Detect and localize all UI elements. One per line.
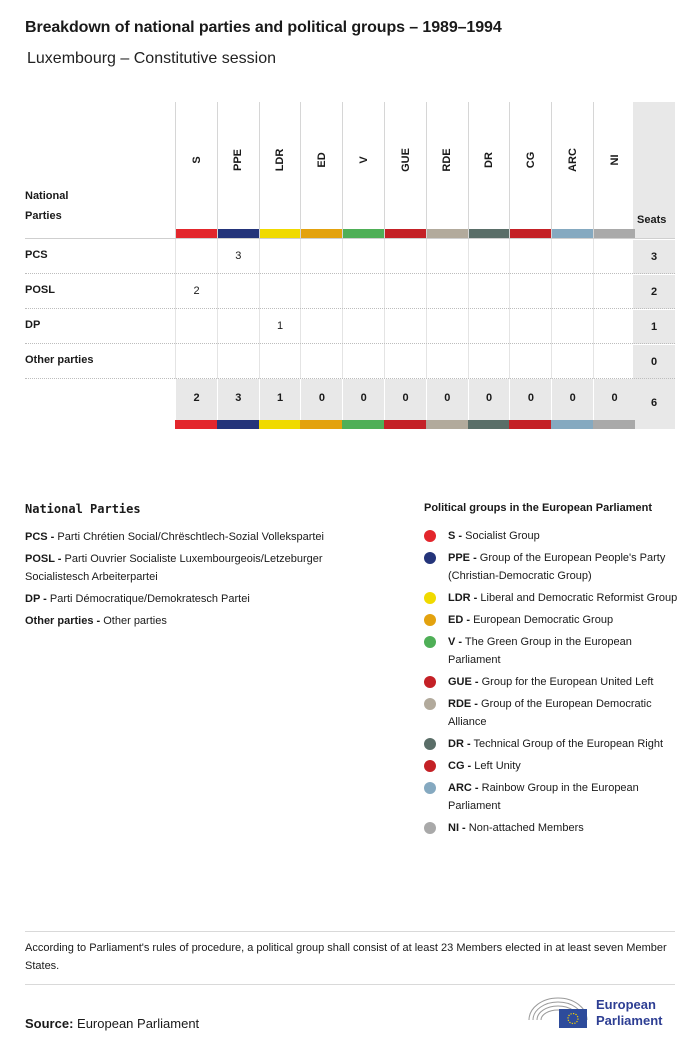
column-code: ED <box>315 152 328 168</box>
group-code: V - <box>448 636 463 648</box>
group-color-bar <box>259 420 301 429</box>
group-full-name: Group of the European Democratic Alliance <box>448 698 652 728</box>
group-full-name: European Democratic Group <box>473 614 614 626</box>
group-full-name: Left Unity <box>474 760 521 772</box>
group-code: ED - <box>448 614 470 626</box>
table-row <box>25 308 675 343</box>
total-cell-arc: 0 <box>551 379 593 420</box>
group-color-dot-icon <box>424 552 436 564</box>
national-party-item <box>25 528 370 546</box>
table-cell <box>259 344 301 379</box>
party-full-name: Other parties <box>103 615 167 627</box>
group-color-bar <box>218 229 259 238</box>
total-cell-ni: 0 <box>593 379 635 420</box>
group-color-dot-icon <box>424 782 436 794</box>
footnote: According to Parliament's rules of procedure, a political group shall consist of at least 23 Members elected in at least seven Member States. <box>25 942 667 972</box>
table-cell <box>551 344 593 379</box>
column-code: ARC <box>566 148 579 172</box>
chart-title: Breakdown of national parties and political groups – 1989–1994 <box>25 19 502 36</box>
group-color-bar <box>551 420 593 429</box>
group-color-dot-icon <box>424 614 436 626</box>
political-group-item <box>424 611 679 629</box>
table-cell <box>300 309 342 344</box>
total-cell-cg: 0 <box>509 379 551 420</box>
column-header-s <box>175 102 217 238</box>
column-header-rde <box>426 102 468 238</box>
table-cell <box>342 274 384 309</box>
column-code: PPE <box>232 148 245 172</box>
column-code: CG <box>524 151 537 169</box>
column-header-ed <box>300 102 342 238</box>
table-cell <box>217 309 259 344</box>
party-code: POSL - <box>25 553 62 565</box>
group-color-bar <box>342 420 384 429</box>
total-cell-gue: 0 <box>384 379 426 420</box>
group-color-bar <box>594 229 635 238</box>
divider <box>25 984 675 985</box>
total-cell-s: 2 <box>175 379 217 420</box>
group-color-bar <box>427 229 468 238</box>
group-code: CG - <box>448 760 472 772</box>
group-code: DR - <box>448 738 471 750</box>
political-group-item <box>424 673 679 691</box>
source-line <box>25 1016 199 1031</box>
group-color-bar <box>552 229 593 238</box>
column-header-ppe <box>217 102 259 238</box>
group-full-name: Rainbow Group in the European Parliament <box>448 782 639 812</box>
group-full-name: The Green Group in the European Parliament <box>448 636 632 666</box>
table-cell <box>509 344 551 379</box>
national-party-item <box>25 550 370 586</box>
row-seats: 3 <box>633 239 675 274</box>
total-seats: 6 <box>633 379 675 429</box>
total-cell-ppe: 3 <box>217 379 259 420</box>
total-cell-dr: 0 <box>468 379 510 420</box>
political-groups-legend <box>424 527 679 841</box>
table-cell <box>217 344 259 379</box>
group-full-name: Liberal and Democratic Reformist Group <box>480 592 678 604</box>
table-cell: 1 <box>259 309 301 344</box>
table-cell <box>426 239 468 274</box>
table-cell <box>551 239 593 274</box>
table-row <box>25 238 675 273</box>
seats-header <box>633 102 675 238</box>
total-cell-rde: 0 <box>426 379 468 420</box>
group-full-name: Group for the European United Left <box>481 676 654 688</box>
group-code: S - <box>448 530 463 542</box>
party-name: Other parties <box>25 354 94 366</box>
table-cell <box>509 309 551 344</box>
group-color-bar <box>301 229 342 238</box>
source-value: European Parliament <box>77 1016 200 1031</box>
group-code: ARC - <box>448 782 479 794</box>
table-row <box>25 273 675 308</box>
national-party-item <box>25 590 370 608</box>
group-color-bar <box>260 229 301 238</box>
table-cell <box>426 309 468 344</box>
total-cell-ldr: 1 <box>259 379 301 420</box>
table-cell: 3 <box>217 239 259 274</box>
table-cell <box>342 239 384 274</box>
total-cell-ed: 0 <box>300 379 342 420</box>
chart-subtitle: Luxembourg – Constitutive session <box>27 50 277 67</box>
seat-table <box>25 102 675 428</box>
political-group-item <box>424 589 679 607</box>
party-name: DP <box>25 319 41 331</box>
table-cell <box>384 274 426 309</box>
political-group-item <box>424 695 679 731</box>
column-header-ni <box>593 102 635 238</box>
table-cell <box>593 274 635 309</box>
table-cell <box>384 309 426 344</box>
row-header-label: National Parties <box>25 190 69 222</box>
table-cell <box>426 274 468 309</box>
row-seats: 0 <box>633 344 675 379</box>
group-color-dot-icon <box>424 530 436 542</box>
political-group-item <box>424 757 679 775</box>
table-cell <box>593 239 635 274</box>
party-code: DP - <box>25 593 47 605</box>
table-cell <box>342 309 384 344</box>
political-group-item <box>424 735 679 753</box>
table-cell <box>384 344 426 379</box>
table-cell <box>509 239 551 274</box>
group-color-bar <box>175 420 217 429</box>
row-seats: 1 <box>633 309 675 344</box>
group-color-bar <box>593 420 635 429</box>
group-color-bar <box>509 420 551 429</box>
table-cell: 2 <box>175 274 217 309</box>
party-full-name: Parti Chrétien Social/Chrëschtlech-Sozial Vollekspartei <box>57 531 324 543</box>
column-code: NI <box>608 154 621 166</box>
national-parties-legend <box>25 528 370 634</box>
table-cell <box>551 309 593 344</box>
table-cell <box>426 344 468 379</box>
source-label: Source: <box>25 1016 74 1031</box>
column-code: V <box>357 156 370 164</box>
group-color-bar <box>426 420 468 429</box>
party-name: PCS <box>25 249 48 261</box>
european-parliament-logo <box>526 994 676 1034</box>
political-group-item <box>424 549 679 585</box>
column-code: RDE <box>441 148 454 172</box>
table-cell <box>175 344 217 379</box>
group-color-bar <box>510 229 551 238</box>
table-cell <box>342 344 384 379</box>
table-cell <box>468 309 510 344</box>
logo-text: European Parliament <box>596 997 663 1028</box>
national-parties-title: National Parties <box>25 502 141 516</box>
party-name: POSL <box>25 284 55 296</box>
group-code: GUE - <box>448 676 479 688</box>
group-color-dot-icon <box>424 676 436 688</box>
political-group-item <box>424 779 679 815</box>
hemicycle-icon <box>526 994 590 1034</box>
group-code: RDE - <box>448 698 478 710</box>
group-full-name: Non-attached Members <box>468 822 584 834</box>
group-color-bar <box>300 420 342 429</box>
table-cell <box>300 274 342 309</box>
table-cell <box>593 309 635 344</box>
group-color-dot-icon <box>424 760 436 772</box>
table-header <box>25 102 675 238</box>
party-full-name: Parti Ouvrier Socialiste Luxembourgeois/Letzeburger Socialistesch Arbeiterpartei <box>25 553 323 583</box>
column-code: GUE <box>399 148 412 172</box>
table-cell <box>593 344 635 379</box>
group-color-bar <box>468 420 510 429</box>
column-header-arc <box>551 102 593 238</box>
table-cell <box>300 239 342 274</box>
group-color-dot-icon <box>424 698 436 710</box>
group-color-dot-icon <box>424 636 436 648</box>
total-cell-v: 0 <box>342 379 384 420</box>
party-code: Other parties - <box>25 615 101 627</box>
table-cell <box>175 309 217 344</box>
group-full-name: Group of the European People's Party (Christian-Democratic Group) <box>448 552 666 582</box>
group-color-bar <box>176 229 217 238</box>
political-group-item <box>424 819 679 837</box>
table-cell <box>468 344 510 379</box>
political-group-item <box>424 527 679 545</box>
column-code: S <box>190 156 203 164</box>
row-seats: 2 <box>633 274 675 309</box>
group-color-bar <box>469 229 510 238</box>
table-cell <box>551 274 593 309</box>
group-color-bar <box>217 420 259 429</box>
group-full-name: Socialist Group <box>465 530 540 542</box>
table-body <box>25 238 675 378</box>
national-party-item <box>25 612 370 630</box>
column-code: LDR <box>274 148 287 172</box>
table-cell <box>217 274 259 309</box>
divider <box>25 931 675 932</box>
party-full-name: Parti Démocratique/Demokratesch Partei <box>49 593 250 605</box>
table-cell <box>259 239 301 274</box>
table-cell <box>259 274 301 309</box>
political-groups-title: Political groups in the European Parliament <box>424 502 652 514</box>
table-row <box>25 343 675 378</box>
seats-header-label: Seats <box>637 214 667 226</box>
table-cell <box>384 239 426 274</box>
group-color-bar <box>343 229 384 238</box>
column-header-v <box>342 102 384 238</box>
group-color-dot-icon <box>424 592 436 604</box>
totals-row <box>25 378 675 428</box>
group-full-name: Technical Group of the European Right <box>473 738 664 750</box>
table-cell <box>509 274 551 309</box>
column-header-cg <box>509 102 551 238</box>
group-code: PPE - <box>448 552 477 564</box>
table-cell <box>300 344 342 379</box>
group-code: NI - <box>448 822 466 834</box>
political-group-item <box>424 633 679 669</box>
party-code: PCS - <box>25 531 55 543</box>
column-header-ldr <box>259 102 301 238</box>
table-cell <box>468 274 510 309</box>
column-code: DR <box>483 152 496 168</box>
column-header-dr <box>468 102 510 238</box>
group-color-bar <box>385 229 426 238</box>
group-code: LDR - <box>448 592 478 604</box>
group-color-dot-icon <box>424 822 436 834</box>
group-color-dot-icon <box>424 738 436 750</box>
table-cell <box>175 239 217 274</box>
table-cell <box>468 239 510 274</box>
column-header-gue <box>384 102 426 238</box>
group-color-bar <box>384 420 426 429</box>
